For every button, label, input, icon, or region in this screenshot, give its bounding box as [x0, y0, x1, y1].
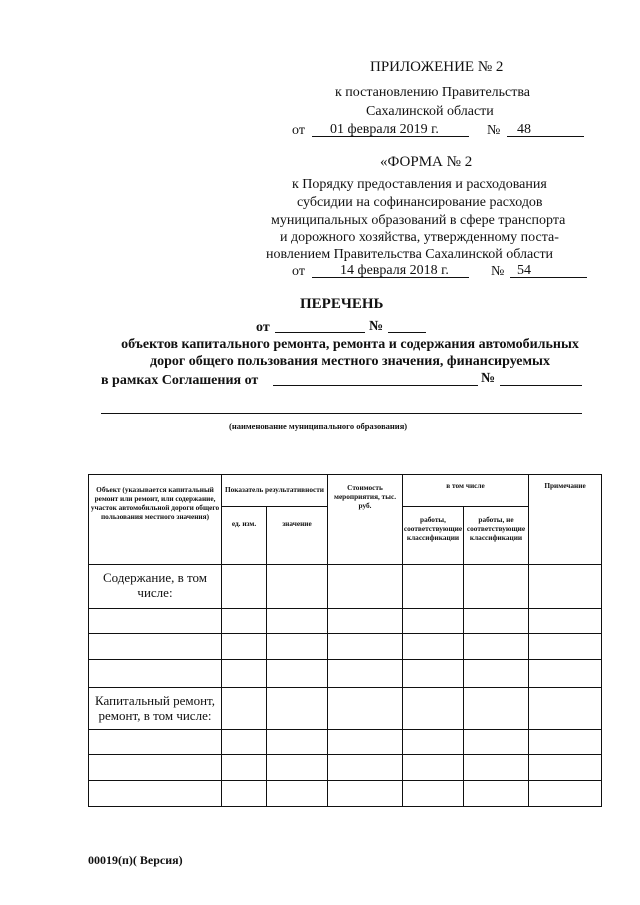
table-cell — [464, 781, 529, 807]
form-number-label: № — [491, 264, 505, 279]
table-cell — [222, 730, 267, 755]
table-cell — [328, 688, 403, 730]
form-title: «ФОРМА № 2 — [380, 154, 473, 170]
header-object: Объект (указывается капитальный ремонт или ремонт, или содержание, участок автомобильной дороги общего пользования местного значения) — [89, 475, 222, 565]
header-including: в том числе — [403, 475, 529, 507]
table-cell — [529, 781, 602, 807]
agreement-number-line — [500, 385, 582, 386]
table-cell — [403, 755, 464, 781]
table-cell — [89, 660, 222, 688]
form-line-4: и дорожного хозяйства, утвержденному поста- — [280, 230, 559, 245]
form-line-5: новлением Правительства Сахалинской области — [266, 247, 554, 262]
appendix-line-1: к постановлению Правительства — [335, 85, 531, 100]
table-cell — [529, 660, 602, 688]
footer-code: 00019(п)( Версия) — [88, 853, 183, 867]
row-label-maintenance: Содержание, в том числе: — [89, 565, 222, 609]
table-cell — [403, 634, 464, 660]
table-row — [89, 730, 602, 755]
table-cell — [403, 730, 464, 755]
form-date: 14 февраля 2018 г. — [340, 263, 449, 278]
table-cell — [328, 565, 403, 609]
header-value: значение — [267, 507, 328, 565]
header-cost: Стоимость мероприятия, тыс. руб. — [328, 475, 403, 565]
list-date-line — [275, 332, 365, 333]
table-cell — [403, 660, 464, 688]
table-row — [89, 755, 602, 781]
form-from-label: от — [292, 264, 305, 279]
header-incl-classified: работы, соответствующие классификации — [403, 507, 464, 565]
row-label-capital-repair: Капитальный ремонт, ремонт, в том числе: — [89, 688, 222, 730]
form-line-1: к Порядку предоставления и расходования — [292, 177, 547, 192]
table-cell — [529, 688, 602, 730]
list-from-label: от — [256, 320, 270, 335]
table-cell — [267, 730, 328, 755]
table-cell — [403, 609, 464, 634]
table-cell — [222, 688, 267, 730]
table-cell — [464, 730, 529, 755]
table-cell — [403, 781, 464, 807]
municipality-caption: (наименование муниципального образования) — [229, 421, 408, 431]
table-cell — [403, 688, 464, 730]
table-cell — [328, 634, 403, 660]
municipality-line — [101, 413, 582, 414]
header-note: Примечание — [529, 475, 602, 565]
table-cell — [267, 755, 328, 781]
table-cell — [222, 660, 267, 688]
table-cell — [328, 730, 403, 755]
table-cell — [328, 755, 403, 781]
agreement-date-line — [273, 385, 478, 386]
appendix-date: 01 февраля 2019 г. — [330, 122, 439, 137]
table-cell — [89, 781, 222, 807]
table-cell — [403, 565, 464, 609]
table-row — [89, 660, 602, 688]
table-row — [89, 565, 602, 609]
table-cell — [529, 730, 602, 755]
table-cell — [267, 688, 328, 730]
header-indicator: Показатель результативности — [222, 475, 328, 507]
table-cell — [89, 730, 222, 755]
table-cell — [529, 755, 602, 781]
table-cell — [328, 781, 403, 807]
table-cell — [89, 634, 222, 660]
table-row — [89, 688, 602, 730]
appendix-from-label: от — [292, 123, 305, 138]
header-incl-unclassified: работы, не соответствующие классификации — [464, 507, 529, 565]
table-cell — [328, 609, 403, 634]
table-cell — [328, 660, 403, 688]
form-line-3: муниципальных образований в сфере транспорта — [271, 213, 566, 228]
appendix-number: 48 — [517, 122, 531, 137]
table-row — [89, 781, 602, 807]
table-cell — [267, 609, 328, 634]
table-cell — [464, 688, 529, 730]
table-cell — [222, 755, 267, 781]
table-cell — [464, 755, 529, 781]
list-number-label: № — [369, 319, 384, 334]
list-line-1: объектов капитального ремонта, ремонта и содержания автомобильных — [121, 337, 579, 352]
table-cell — [222, 634, 267, 660]
table-cell — [267, 634, 328, 660]
list-number-line — [388, 332, 426, 333]
table-cell — [464, 634, 529, 660]
objects-table — [88, 474, 602, 807]
table-cell — [464, 660, 529, 688]
table-cell — [267, 781, 328, 807]
table-row — [89, 634, 602, 660]
table-cell — [222, 565, 267, 609]
list-title: ПЕРЕЧЕНЬ — [300, 296, 384, 312]
header-row-1 — [89, 475, 602, 507]
table-cell — [529, 609, 602, 634]
table-cell — [89, 755, 222, 781]
table-cell — [267, 660, 328, 688]
agreement-label: в рамках Соглашения от — [101, 373, 259, 388]
form-line-2: субсидии на софинансирование расходов — [297, 195, 543, 210]
table-cell — [529, 565, 602, 609]
table-cell — [267, 565, 328, 609]
appendix-title: ПРИЛОЖЕНИЕ № 2 — [370, 59, 504, 75]
agreement-number-label: № — [481, 371, 496, 386]
table-cell — [222, 609, 267, 634]
list-line-2: дорог общего пользования местного значения, финансируемых — [150, 354, 550, 369]
appendix-number-label: № — [487, 123, 501, 138]
table-cell — [222, 781, 267, 807]
form-number: 54 — [517, 263, 531, 278]
table-cell — [529, 634, 602, 660]
header-unit: ед. изм. — [222, 507, 267, 565]
appendix-line-2: Сахалинской области — [366, 104, 494, 119]
table-cell — [464, 609, 529, 634]
table-cell — [89, 609, 222, 634]
table-cell — [464, 565, 529, 609]
table-row — [89, 609, 602, 634]
